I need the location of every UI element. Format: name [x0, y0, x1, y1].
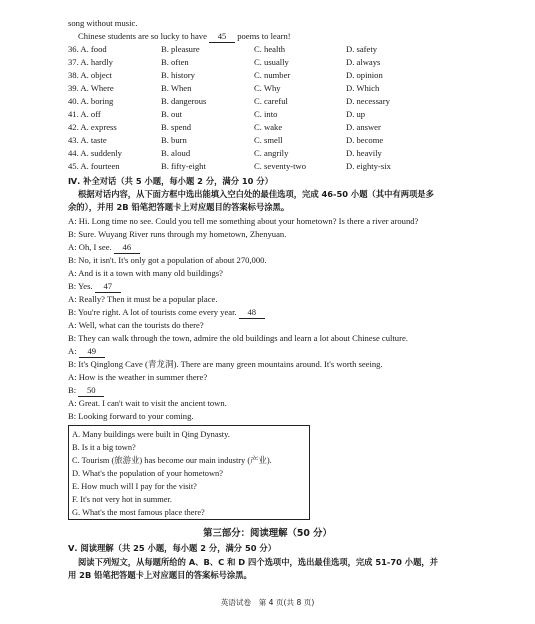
dialog-line: A: Oh, I see. 46 [68, 242, 140, 254]
option-text: D. safety [346, 44, 378, 54]
option-text: B. fifty-eight [161, 161, 206, 171]
option-text: 36. A. food [68, 44, 107, 54]
dialog-line: A: Really? Then it must be a popular place. [68, 294, 218, 304]
dialog-line: A: Great. I can't wait to visit the ancient town. [68, 398, 227, 408]
section-5-heading: Ⅴ. 阅读理解（共 25 小题，每小题 2 分，满分 50 分） [68, 543, 277, 553]
option-text: B. burn [161, 135, 187, 145]
dialog-line: B: Looking forward to your coming. [68, 411, 194, 421]
box-option: A. Many buildings were built in Qing Dynasty. [72, 430, 230, 439]
dialog-line: A: Well, what can the tourists do there? [68, 320, 204, 330]
option-text: D. up [346, 109, 366, 119]
option-text: D. become [346, 135, 384, 145]
section-4-instructions-1: 根据对话内容，从下面方框中选出能填入空白处的最佳选项，完成 46-50 小题（其中有两项是多 [78, 189, 434, 199]
box-option: D. What's the population of your hometown? [72, 469, 223, 478]
option-text: D. necessary [346, 96, 390, 106]
option-text: 39. A. Where [68, 83, 114, 93]
option-text: 44. A. suddenly [68, 148, 122, 158]
intro-line-2: Chinese students are so lucky to have 45 poems to learn! [78, 31, 291, 41]
option-text: B. When [161, 83, 192, 93]
page-footer: 英语试卷 第 4 页(共 8 页) [220, 598, 315, 607]
dialog-line: B: You're right. A lot of tourists come every year. 48 [68, 307, 265, 319]
blank-45: 45 [209, 31, 235, 43]
dialog-line: B: No, it isn't. It's only got a population of about 270,000. [68, 255, 267, 265]
dialog-line: B: They can walk through the town, admire the old buildings and learn a lot about Chinese culture. [68, 333, 408, 343]
dialog-line: B: 50 [68, 385, 104, 397]
section-5-instructions-2: 用 2B 铅笔把答题卡上对应题目的答案标号涂黑。 [68, 570, 252, 580]
option-text: C. wake [254, 122, 283, 132]
option-text: 43. A. taste [68, 135, 107, 145]
option-text: C. into [254, 109, 278, 119]
part-3-title: 第三部分：阅读理解（50 分） [203, 528, 332, 539]
dialog-line: B: Sure. Wuyang River runs through my hometown, Zhenyuan. [68, 229, 287, 239]
option-text: 41. A. off [68, 109, 101, 119]
option-text: C. number [254, 70, 291, 80]
option-text: D. opinion [346, 70, 383, 80]
box-option: G. What's the most famous place there? [72, 508, 205, 517]
dialog-line: A: 49 [68, 346, 105, 358]
dialog-line: B: It's Qinglong Cave (青龙洞). There are many green mountains around. It's worth seeing. [68, 359, 383, 369]
option-text: D. eighty-six [346, 161, 391, 171]
option-text: B. spend [161, 122, 192, 132]
dialog-line: A: And is it a town with many old buildings? [68, 268, 223, 278]
option-text: C. Why [254, 83, 281, 93]
option-text: 42. A. express [68, 122, 117, 132]
blank-49: 49 [79, 346, 105, 358]
option-text: 38. A. object [68, 70, 112, 80]
box-option: F. It's not very hot in summer. [72, 495, 172, 504]
answer-options-box [68, 425, 310, 520]
option-text: C. seventy-two [254, 161, 307, 171]
intro-line-1: song without music. [68, 18, 138, 28]
blank-48: 48 [239, 307, 265, 319]
option-text: B. out [161, 109, 183, 119]
blank-50: 50 [78, 385, 104, 397]
section-5-instructions-1: 阅读下列短文，从每题所给的 A、B、C 和 D 四个选项中，选出最佳选项，完成 51-70 小题，并 [78, 557, 438, 567]
option-text: C. smell [254, 135, 283, 145]
option-text: D. heavily [346, 148, 382, 158]
option-text: B. pleasure [161, 44, 200, 54]
option-text: D. answer [346, 122, 381, 132]
option-text: C. careful [254, 96, 288, 106]
blank-47: 47 [95, 281, 121, 293]
dialog-line: B: Yes. 47 [68, 281, 121, 293]
option-text: C. health [254, 44, 286, 54]
option-text: C. usually [254, 57, 289, 67]
option-text: D. Which [346, 83, 380, 93]
section-4-instructions-2: 余的），并用 2B 铅笔把答题卡上对应题目的答案标号涂黑。 [68, 202, 290, 212]
option-text: B. often [161, 57, 189, 67]
dialog-line: A: How is the weather in summer there? [68, 372, 208, 382]
option-text: B. history [161, 70, 195, 80]
dialog-line: A: Hi. Long time no see. Could you tell me something about your hometown? Is there a river around? [68, 216, 419, 226]
box-option: C. Tourism (旅游业) has become our main industry (产业). [72, 456, 272, 465]
section-4-heading: Ⅳ. 补全对话（共 5 小题，每小题 2 分，满分 10 分） [68, 176, 273, 186]
option-text: 45. A. fourteen [68, 161, 120, 171]
option-text: 37. A. hardly [68, 57, 113, 67]
box-option: E. How much will I pay for the visit? [72, 482, 197, 491]
box-option: B. Is it a big town? [72, 443, 136, 452]
option-text: C. angrily [254, 148, 289, 158]
option-text: 40. A. boring [68, 96, 114, 106]
blank-46: 46 [114, 242, 140, 254]
option-text: B. dangerous [161, 96, 207, 106]
option-text: B. aloud [161, 148, 191, 158]
option-text: D. always [346, 57, 381, 67]
